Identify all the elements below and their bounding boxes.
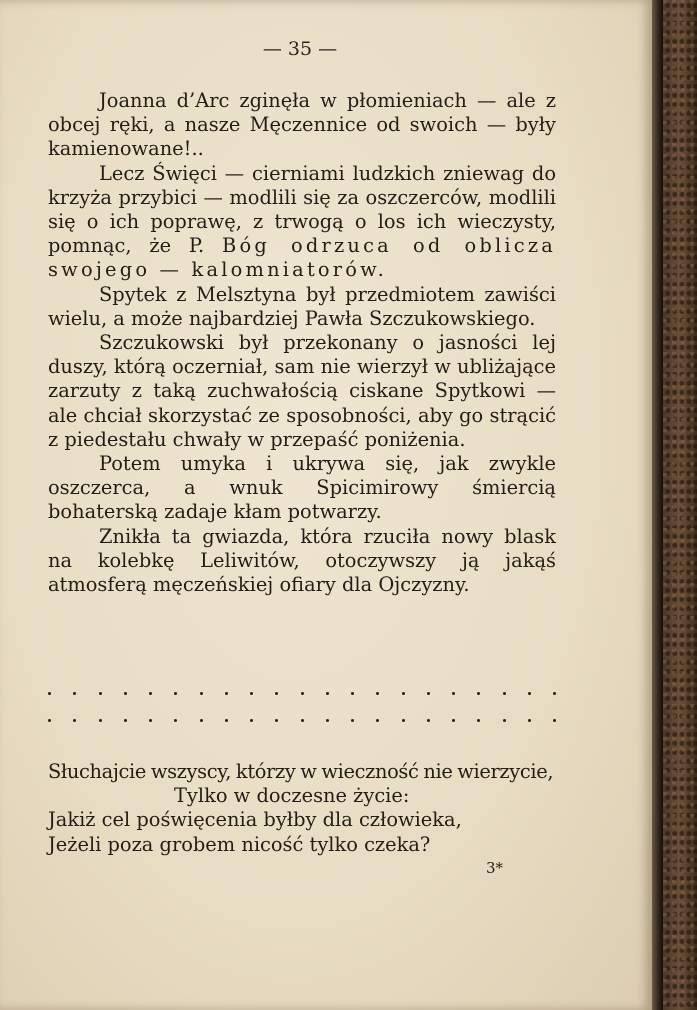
paragraph-6: Znikła ta gwiazda, która rzuciła nowy blask na kolebkę Leliwitów, otoczywszy ją jakąś atmosferą męczeńskiej ofiary dla Ojczyzny. bbox=[48, 524, 556, 597]
book-binding bbox=[650, 0, 697, 1010]
separator-dot bbox=[376, 719, 379, 722]
verse-line-4: Jeżeli poza grobem nicość tylko czeka? bbox=[48, 832, 431, 856]
page-number-header: — 35 — bbox=[262, 38, 338, 60]
separator-dot bbox=[528, 692, 531, 695]
separator-dot bbox=[503, 719, 506, 722]
separator-dot bbox=[477, 719, 480, 722]
separator-dot bbox=[503, 692, 506, 695]
paragraph-2-text: Lecz Święci — cierniami ludzkich zniewag do krzyża przybici — modlili się za oszczerców, modlili się o ich poprawę, z trwogą o los ich wieczysty, pomnąc, że P. bbox=[48, 161, 556, 258]
separator-dot bbox=[99, 719, 102, 722]
separator-dot bbox=[402, 692, 405, 695]
separator-dot bbox=[124, 692, 127, 695]
dotted-separator-2 bbox=[48, 715, 556, 725]
paragraph-5: Potem umyka i ukrywa się, jak zwykle oszczerca, a wnuk Spicimirowy śmiercią bohaterską zadaje kłam potwarzy. bbox=[48, 452, 556, 524]
separator-dot bbox=[452, 719, 455, 722]
separator-dot bbox=[275, 719, 278, 722]
paragraph-2-emphasis: Bóg odrzuca od oblicza swojego — kalomniatorów. bbox=[48, 234, 556, 282]
verse-stanza bbox=[48, 760, 558, 857]
separator-dot bbox=[376, 692, 379, 695]
separator-dot bbox=[99, 692, 102, 695]
separator-dot bbox=[402, 719, 405, 722]
separator-dot bbox=[301, 719, 304, 722]
separator-dot bbox=[553, 719, 556, 722]
separator-dot bbox=[200, 692, 203, 695]
paragraph-3: Spytek z Melsztyna był przedmiotem zawiści wielu, a może najbardziej Pawła Szczukowskiego. bbox=[48, 282, 556, 330]
prose-text bbox=[48, 89, 556, 597]
separator-dot bbox=[275, 692, 278, 695]
signature-mark: 3* bbox=[486, 859, 504, 877]
separator-dot bbox=[326, 692, 329, 695]
separator-dot bbox=[149, 719, 152, 722]
separator-dot bbox=[73, 692, 76, 695]
separator-dot bbox=[200, 719, 203, 722]
verse-line-1: Słuchajcie wszyscy, którzy w wieczność nie wierzycie, bbox=[48, 760, 554, 783]
separator-dot bbox=[452, 692, 455, 695]
separator-dot bbox=[250, 692, 253, 695]
separator-dot bbox=[73, 719, 76, 722]
separator-dot bbox=[326, 719, 329, 722]
separator-dot bbox=[225, 692, 228, 695]
separator-dot bbox=[477, 692, 480, 695]
separator-dot bbox=[528, 719, 531, 722]
separator-dot bbox=[225, 719, 228, 722]
separator-dot bbox=[149, 692, 152, 695]
paragraph-4: Szczukowski był przekonany o jasności lej duszy, którą oczerniał, sam nie wierzył w ubliżające zarzuty z taką zuchwałością ciskane Spytkowi — ale chciał skorzystać ze sposobności, aby go strącić z piedestału chwały w przepaść poniżenia. bbox=[48, 331, 556, 451]
separator-dot bbox=[351, 692, 354, 695]
separator-dot bbox=[174, 719, 177, 722]
separator-dot bbox=[427, 692, 430, 695]
separator-dot bbox=[553, 692, 556, 695]
paragraph-1: Joanna d’Arc zginęła w płomieniach — ale z obcej ręki, a nasze Męczennice od swoich — były kamienowane!.. bbox=[48, 89, 556, 161]
verse-line-3: Jakiż cel poświęcenia byłby dla człowieka, bbox=[48, 808, 462, 832]
separator-dot bbox=[124, 719, 127, 722]
separator-dot bbox=[301, 692, 304, 695]
paragraph-2 bbox=[48, 162, 556, 283]
separator-dot bbox=[250, 719, 253, 722]
dotted-separator-1 bbox=[48, 688, 556, 698]
separator-dot bbox=[351, 719, 354, 722]
separator-dot bbox=[427, 719, 430, 722]
separator-dot bbox=[174, 692, 177, 695]
separator-dot bbox=[48, 692, 51, 695]
verse-line-2: Tylko w doczesne życie: bbox=[174, 784, 410, 808]
binding-cloth bbox=[663, 0, 697, 1010]
separator-dot bbox=[48, 719, 51, 722]
